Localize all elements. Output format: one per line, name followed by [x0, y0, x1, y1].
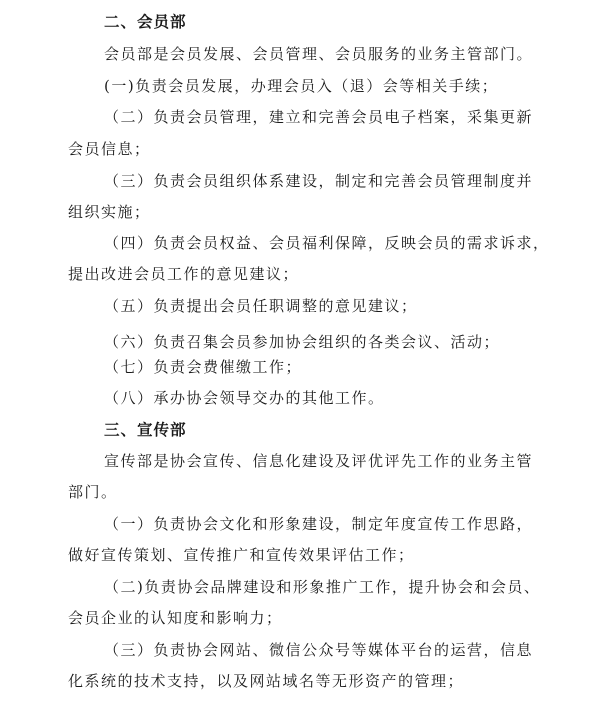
- publicity-item-1-cont: 做好宣传策划、宣传推广和宣传效果评估工作；: [68, 546, 415, 564]
- section-heading-membership: 二、会员部: [104, 13, 187, 31]
- membership-item-1: (一)负责会员发展，办理会员入（退）会等相关手续；: [104, 77, 499, 95]
- membership-item-3: （三）负责会员组织体系建设，制定和完善会员管理制度并: [104, 172, 534, 190]
- membership-item-4-cont: 提出改进会员工作的意见建议；: [68, 265, 300, 283]
- membership-item-3-cont: 组织实施；: [68, 203, 151, 221]
- publicity-item-3-cont: 化系统的技术支持，以及网站域名等无形资产的管理；: [68, 672, 465, 690]
- membership-item-2-cont: 会员信息；: [68, 140, 151, 158]
- membership-item-8: （八）承办协会领导交办的其他工作。: [104, 389, 385, 407]
- membership-item-7: （七）负责会费催缴工作；: [104, 358, 303, 376]
- membership-item-2: （二）负责会员管理，建立和完善会员电子档案，采集更新: [104, 108, 534, 126]
- section-heading-publicity: 三、宣传部: [104, 421, 187, 439]
- section-intro-publicity-cont: 部门。: [68, 483, 118, 501]
- publicity-item-2: （二)负责协会品牌建设和形象推广工作，提升协会和会员、: [104, 578, 541, 596]
- membership-item-4: （四）负责会员权益、会员福利保障，反映会员的需求诉求，: [104, 234, 550, 252]
- membership-item-5: （五）负责提出会员任职调整的意见建议；: [104, 297, 418, 315]
- publicity-item-2-cont: 会员企业的认知度和影响力；: [68, 609, 283, 627]
- publicity-item-3: （三）负责协会网站、微信公众号等媒体平台的运营，信息: [104, 641, 534, 659]
- section-intro-membership: 会员部是会员发展、会员管理、会员服务的业务主管部门。: [104, 45, 534, 63]
- publicity-item-1: （一）负责协会文化和形象建设，制定年度宣传工作思路，: [104, 515, 534, 533]
- membership-item-6: （六）负责召集会员参加协会组织的各类会议、活动；: [104, 333, 501, 351]
- section-intro-publicity: 宣传部是协会宣传、信息化建设及评优评先工作的业务主管: [104, 452, 534, 470]
